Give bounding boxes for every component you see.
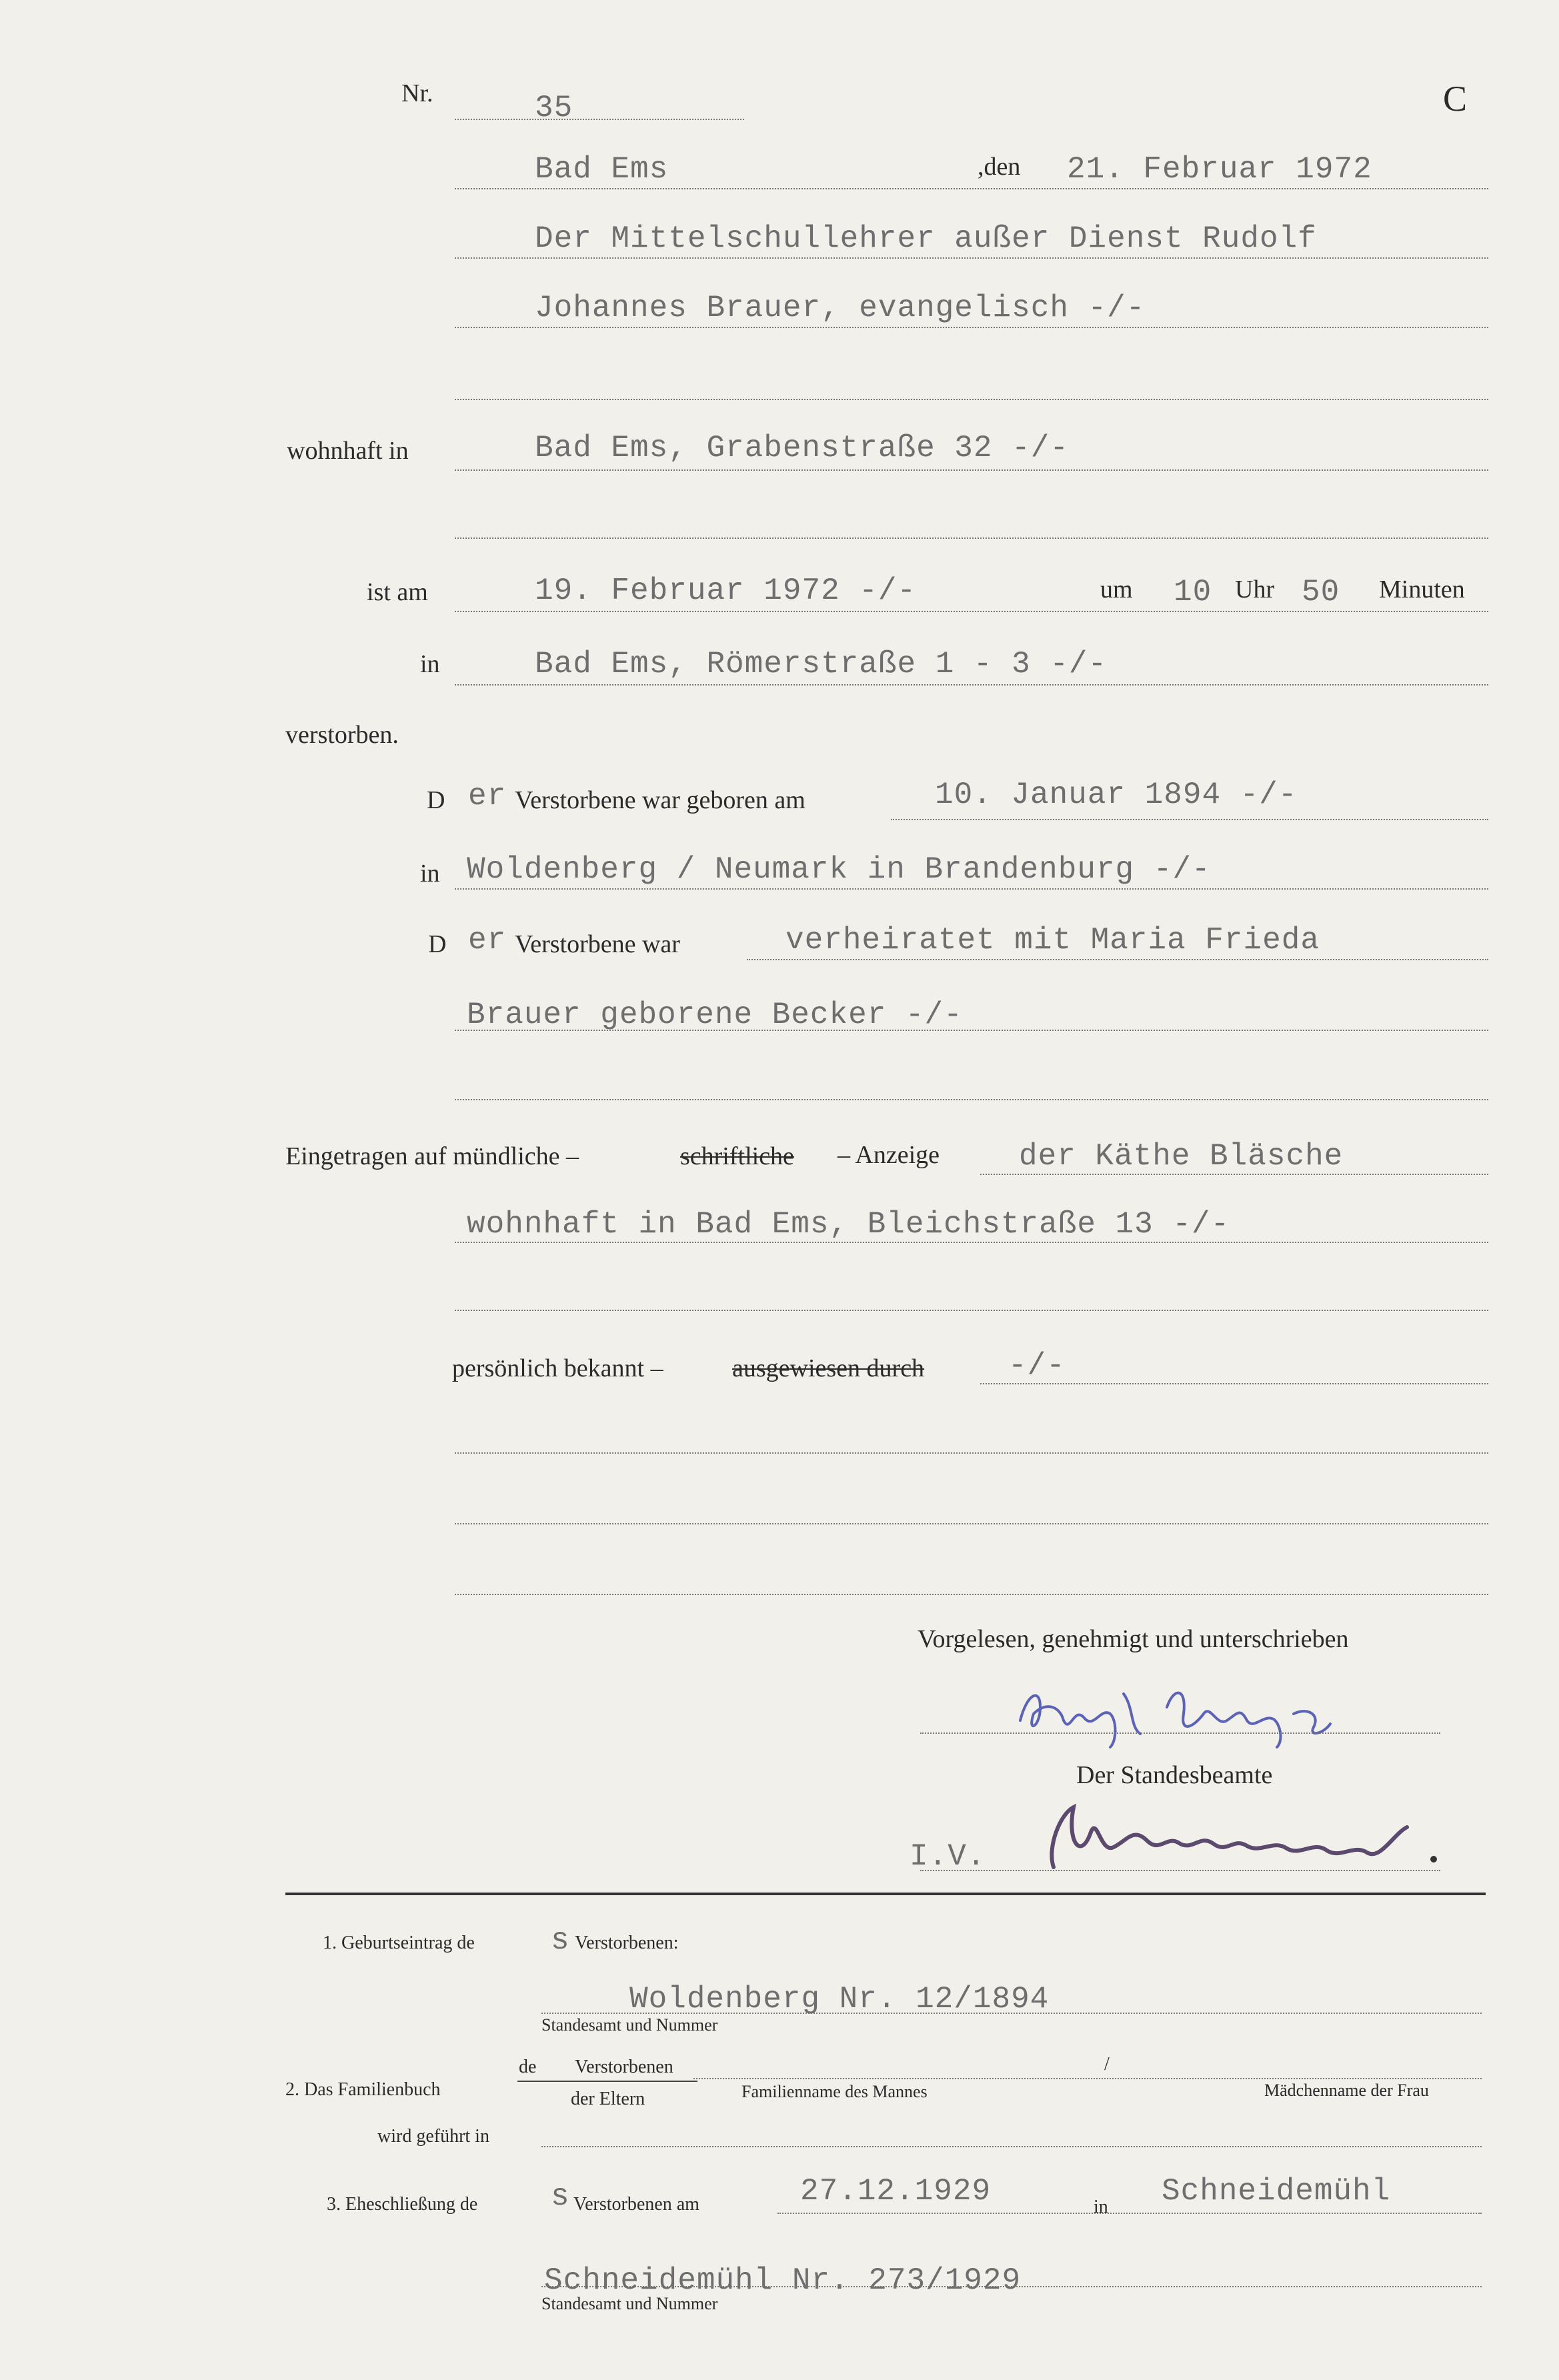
- registration-struck: schriftliche: [680, 1142, 794, 1170]
- nr-line: [455, 119, 744, 120]
- birth-in-label: in: [420, 860, 440, 888]
- residence-label: wohnhaft in: [287, 437, 409, 465]
- item2-line: [693, 2078, 1482, 2079]
- blank-line: [455, 1310, 1488, 1311]
- death-hour: 10: [1174, 575, 1212, 610]
- closing-text: Vorgelesen, genehmigt und unterschrieben: [918, 1625, 1349, 1653]
- birth-place: Woldenberg / Neumark in Brandenburg -/-: [467, 852, 1211, 887]
- section-divider: [285, 1893, 1486, 1895]
- identity-value: -/-: [1008, 1348, 1066, 1383]
- birth-d-label: D: [427, 786, 445, 814]
- fraction-bar: [517, 2081, 697, 2082]
- blank-line: [455, 537, 1488, 539]
- birth-er-fill: er: [468, 779, 507, 814]
- marital-label: Verstorbene war: [515, 930, 680, 958]
- identity-struck: ausgewiesen durch: [732, 1354, 925, 1382]
- item1-value: Woldenberg Nr. 12/1894: [629, 1982, 1050, 2017]
- registration-label-b: – Anzeige: [838, 1141, 940, 1169]
- person-line-2-rule: [455, 327, 1488, 328]
- registration-line-2: [455, 1242, 1488, 1243]
- de-label: de: [519, 2057, 537, 2077]
- ist-am-label: ist am: [367, 578, 428, 606]
- birth-date-line: [891, 819, 1488, 820]
- nr-label: Nr.: [401, 79, 433, 107]
- official-signature-line: [920, 1870, 1440, 1871]
- born-label: Verstorbene war geboren am: [515, 786, 806, 814]
- item1-fill: s: [551, 1923, 570, 1958]
- item3-line: [777, 2213, 1482, 2214]
- blank-line: [455, 399, 1488, 400]
- item3-fill: s: [551, 2179, 570, 2214]
- marital-line-1-rule: [747, 959, 1488, 960]
- item1-line: [541, 2013, 1482, 2014]
- residence-line: [455, 469, 1488, 471]
- maedchenname-label: Mädchenname der Frau: [1264, 2081, 1429, 2100]
- item1-label: 1. Geburtseintrag de: [323, 1933, 475, 1953]
- official-signature: [1034, 1787, 1460, 1894]
- item3-date: 27.12.1929: [800, 2174, 992, 2209]
- verstorben-label: verstorben.: [285, 721, 399, 749]
- marital-er-fill: er: [468, 923, 507, 958]
- death-date: 19. Februar 1972 -/-: [535, 573, 917, 608]
- registration-value-2: wohnhaft in Bad Ems, Bleichstraße 13 -/-: [467, 1207, 1230, 1242]
- minuten-label: Minuten: [1379, 575, 1465, 604]
- um-label: um: [1100, 575, 1133, 604]
- familienname-label: Familienname des Mannes: [741, 2082, 928, 2101]
- item1-sub: Standesamt und Nummer: [541, 2015, 718, 2035]
- den-label: ,den: [978, 153, 1021, 181]
- death-minutes: 50: [1302, 575, 1340, 610]
- informant-signature: [1000, 1667, 1454, 1754]
- identity-line: [980, 1383, 1488, 1384]
- item3-in: in: [1094, 2197, 1108, 2217]
- death-place-line: [455, 684, 1488, 686]
- nr-value: 35: [535, 91, 573, 125]
- person-line-1: Der Mittelschullehrer außer Dienst Rudolf: [535, 221, 1317, 256]
- form-letter: C: [1443, 79, 1468, 119]
- registration-value-1: der Käthe Bläsche: [1019, 1139, 1344, 1174]
- registration-line-1: [980, 1174, 1488, 1175]
- date-value: 21. Februar 1972: [1067, 152, 1372, 187]
- marital-line-2-rule: [455, 1030, 1488, 1031]
- item3-place: Schneidemühl: [1162, 2174, 1391, 2209]
- item2-label: 2. Das Familienbuch: [285, 2079, 441, 2100]
- residence-value: Bad Ems, Grabenstraße 32 -/-: [535, 431, 1069, 465]
- registration-label-a: Eingetragen auf mündliche –: [285, 1142, 579, 1170]
- person-line-1-rule: [455, 257, 1488, 259]
- slash: /: [1104, 2054, 1110, 2075]
- blank-line: [455, 1099, 1488, 1100]
- item3-register-line: [541, 2286, 1482, 2287]
- identity-label: persönlich bekannt –: [452, 1354, 663, 1382]
- marital-line-1: verheiratet mit Maria Frieda: [786, 923, 1320, 958]
- official-label: Der Standesbeamte: [1076, 1761, 1273, 1789]
- item3-register: Schneidemühl Nr. 273/1929: [544, 2263, 1022, 2298]
- marital-d-label: D: [428, 930, 447, 958]
- item1-label-b: Verstorbenen:: [575, 1933, 679, 1953]
- place-date-line: [455, 188, 1488, 189]
- blank-line: [455, 1452, 1488, 1454]
- blank-line: [455, 1523, 1488, 1524]
- place-value: Bad Ems: [535, 152, 669, 187]
- death-in-label: in: [420, 650, 440, 678]
- verstorbenen-label: Verstorbenen: [575, 2057, 673, 2077]
- death-date-line: [455, 611, 1488, 612]
- wird-label: wird geführt in: [377, 2126, 489, 2147]
- person-line-2: Johannes Brauer, evangelisch -/-: [535, 291, 1146, 325]
- informant-signature-line: [920, 1732, 1440, 1734]
- uhr-label: Uhr: [1235, 575, 1275, 604]
- death-place: Bad Ems, Römerstraße 1 - 3 -/-: [535, 647, 1108, 682]
- eltern-label: der Eltern: [571, 2089, 645, 2109]
- marital-line-2: Brauer geborene Becker -/-: [467, 998, 963, 1032]
- iv-label: I.V.: [910, 1839, 986, 1874]
- wird-line: [541, 2146, 1482, 2147]
- item3-label: 3. Eheschließung de: [327, 2194, 478, 2215]
- item3-sub: Standesamt und Nummer: [541, 2294, 718, 2313]
- item3-label-b: Verstorbenen am: [573, 2194, 699, 2215]
- birth-place-line: [455, 888, 1488, 890]
- blank-line: [455, 1594, 1488, 1595]
- birth-date: 10. Januar 1894 -/-: [935, 778, 1298, 812]
